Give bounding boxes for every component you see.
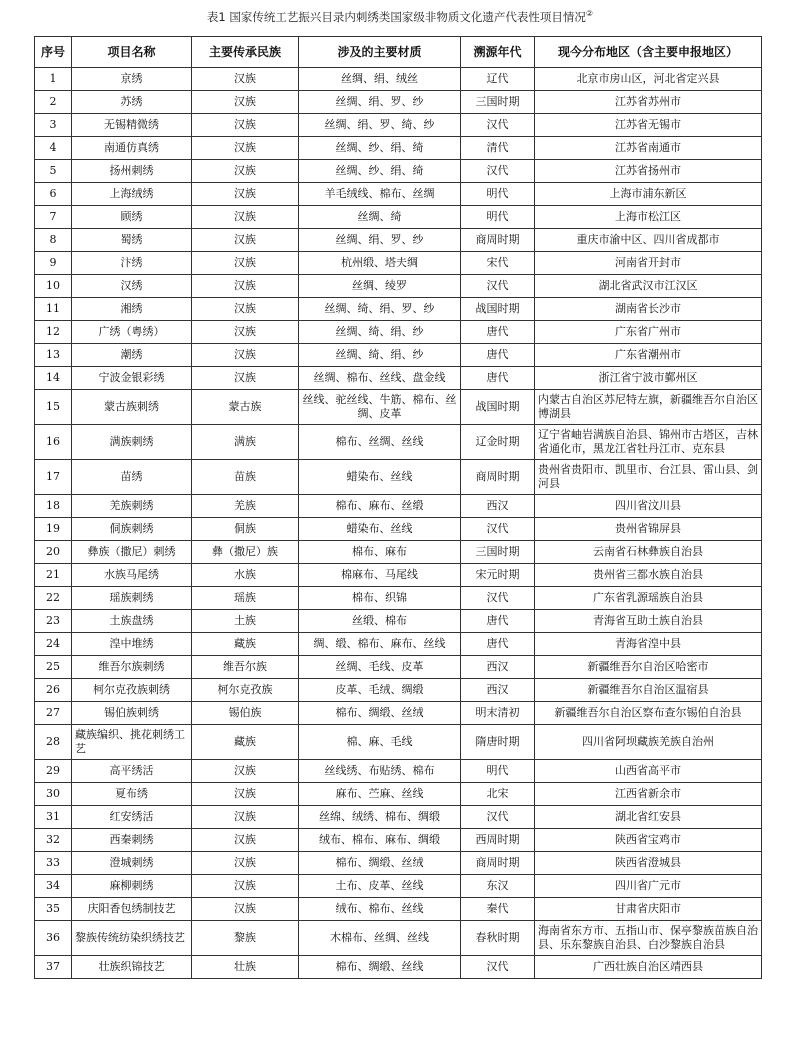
cell-materials: 绒布、棉布、丝线 bbox=[299, 898, 461, 921]
cell-origin-era: 汉代 bbox=[461, 275, 535, 298]
cell-origin-era: 唐代 bbox=[461, 321, 535, 344]
cell-index: 17 bbox=[35, 460, 72, 495]
cell-ethnic-group: 汉族 bbox=[192, 344, 299, 367]
cell-project-name: 汉绣 bbox=[72, 275, 192, 298]
cell-project-name: 庆阳香包绣制技艺 bbox=[72, 898, 192, 921]
cell-index: 24 bbox=[35, 633, 72, 656]
cell-ethnic-group: 蒙古族 bbox=[192, 390, 299, 425]
cell-project-name: 侗族刺绣 bbox=[72, 518, 192, 541]
cell-materials: 蜡染布、丝线 bbox=[299, 460, 461, 495]
cell-materials: 皮革、毛绒、绸缎 bbox=[299, 679, 461, 702]
cell-ethnic-group: 汉族 bbox=[192, 898, 299, 921]
cell-distribution: 青海省互助土族自治县 bbox=[535, 610, 762, 633]
cell-distribution: 广东省乳源瑶族自治县 bbox=[535, 587, 762, 610]
table-row bbox=[35, 956, 762, 979]
cell-project-name: 红安绣活 bbox=[72, 806, 192, 829]
cell-origin-era: 唐代 bbox=[461, 344, 535, 367]
table-row bbox=[35, 587, 762, 610]
cell-index: 1 bbox=[35, 68, 72, 91]
cell-ethnic-group: 汉族 bbox=[192, 114, 299, 137]
cell-index: 22 bbox=[35, 587, 72, 610]
cell-ethnic-group: 汉族 bbox=[192, 137, 299, 160]
cell-project-name: 黎族传统纺染织绣技艺 bbox=[72, 921, 192, 956]
cell-origin-era: 汉代 bbox=[461, 114, 535, 137]
cell-origin-era: 东汉 bbox=[461, 875, 535, 898]
cell-index: 36 bbox=[35, 921, 72, 956]
caption-footnote-mark: ② bbox=[585, 9, 594, 18]
table-row bbox=[35, 252, 762, 275]
cell-materials: 丝绸、毛线、皮革 bbox=[299, 656, 461, 679]
cell-ethnic-group: 藏族 bbox=[192, 725, 299, 760]
table-row bbox=[35, 137, 762, 160]
cell-materials: 蜡染布、丝线 bbox=[299, 518, 461, 541]
cell-origin-era: 战国时期 bbox=[461, 390, 535, 425]
cell-index: 27 bbox=[35, 702, 72, 725]
table-row bbox=[35, 541, 762, 564]
cell-origin-era: 商周时期 bbox=[461, 460, 535, 495]
cell-ethnic-group: 汉族 bbox=[192, 68, 299, 91]
cell-ethnic-group: 苗族 bbox=[192, 460, 299, 495]
cell-index: 12 bbox=[35, 321, 72, 344]
table-row bbox=[35, 495, 762, 518]
cell-distribution: 辽宁省岫岩满族自治县、锦州市古塔区，吉林省通化市，黑龙江省牡丹江市、克东县 bbox=[535, 425, 762, 460]
cell-index: 32 bbox=[35, 829, 72, 852]
cell-origin-era: 明末清初 bbox=[461, 702, 535, 725]
cell-index: 14 bbox=[35, 367, 72, 390]
cell-ethnic-group: 汉族 bbox=[192, 760, 299, 783]
cell-distribution: 贵州省锦屏县 bbox=[535, 518, 762, 541]
cell-project-name: 蜀绣 bbox=[72, 229, 192, 252]
header-distribution: 现今分布地区（含主要申报地区） bbox=[535, 37, 762, 68]
cell-materials: 丝绸、绢、罗、绮、纱 bbox=[299, 114, 461, 137]
cell-index: 7 bbox=[35, 206, 72, 229]
cell-origin-era: 汉代 bbox=[461, 160, 535, 183]
cell-materials: 羊毛绒线、棉布、丝绸 bbox=[299, 183, 461, 206]
table-row bbox=[35, 564, 762, 587]
caption-text: 表1 国家传统工艺振兴目录内刺绣类国家级非物质文化遗产代表性项目情况 bbox=[206, 9, 586, 24]
cell-materials: 丝绸、纱、绢、绮 bbox=[299, 137, 461, 160]
cell-origin-era: 唐代 bbox=[461, 367, 535, 390]
table-row bbox=[35, 91, 762, 114]
cell-project-name: 宁波金银彩绣 bbox=[72, 367, 192, 390]
cell-materials: 丝绸、棉布、丝线、盘金线 bbox=[299, 367, 461, 390]
cell-origin-era: 宋代 bbox=[461, 252, 535, 275]
cell-origin-era: 北宋 bbox=[461, 783, 535, 806]
cell-index: 26 bbox=[35, 679, 72, 702]
table-row bbox=[35, 875, 762, 898]
cell-origin-era: 汉代 bbox=[461, 806, 535, 829]
cell-index: 23 bbox=[35, 610, 72, 633]
cell-ethnic-group: 汉族 bbox=[192, 783, 299, 806]
table-row bbox=[35, 806, 762, 829]
cell-index: 13 bbox=[35, 344, 72, 367]
cell-materials: 棉、麻、毛线 bbox=[299, 725, 461, 760]
cell-materials: 丝绸、绮、绢、纱 bbox=[299, 344, 461, 367]
cell-index: 19 bbox=[35, 518, 72, 541]
cell-index: 18 bbox=[35, 495, 72, 518]
table-row bbox=[35, 425, 762, 460]
cell-ethnic-group: 汉族 bbox=[192, 829, 299, 852]
cell-materials: 丝缎、棉布 bbox=[299, 610, 461, 633]
cell-origin-era: 唐代 bbox=[461, 610, 535, 633]
cell-materials: 棉布、绸缎、丝线 bbox=[299, 956, 461, 979]
cell-distribution: 湖南省长沙市 bbox=[535, 298, 762, 321]
table-caption bbox=[0, 4, 800, 27]
table-row bbox=[35, 68, 762, 91]
cell-origin-era: 三国时期 bbox=[461, 91, 535, 114]
cell-index: 15 bbox=[35, 390, 72, 425]
cell-index: 2 bbox=[35, 91, 72, 114]
cell-ethnic-group: 土族 bbox=[192, 610, 299, 633]
cell-materials: 丝绸、绮、绢、罗、纱 bbox=[299, 298, 461, 321]
table-row bbox=[35, 921, 762, 956]
cell-materials: 丝绸、纱、绢、绮 bbox=[299, 160, 461, 183]
cell-distribution: 广西壮族自治区靖西县 bbox=[535, 956, 762, 979]
cell-project-name: 澄城刺绣 bbox=[72, 852, 192, 875]
cell-distribution: 北京市房山区，河北省定兴县 bbox=[535, 68, 762, 91]
cell-distribution: 河南省开封市 bbox=[535, 252, 762, 275]
cell-materials: 木棉布、丝绸、丝线 bbox=[299, 921, 461, 956]
cell-project-name: 西秦刺绣 bbox=[72, 829, 192, 852]
table-row bbox=[35, 367, 762, 390]
cell-distribution: 湖北省红安县 bbox=[535, 806, 762, 829]
cell-materials: 丝绸、绮 bbox=[299, 206, 461, 229]
cell-distribution: 湖北省武汉市江汉区 bbox=[535, 275, 762, 298]
cell-distribution: 贵州省三都水族自治县 bbox=[535, 564, 762, 587]
cell-distribution: 上海市松江区 bbox=[535, 206, 762, 229]
cell-ethnic-group: 汉族 bbox=[192, 91, 299, 114]
cell-index: 21 bbox=[35, 564, 72, 587]
cell-origin-era: 商周时期 bbox=[461, 229, 535, 252]
cell-distribution: 四川省阿坝藏族羌族自治州 bbox=[535, 725, 762, 760]
table-header bbox=[35, 37, 762, 68]
table-row bbox=[35, 725, 762, 760]
cell-materials: 棉布、织锦 bbox=[299, 587, 461, 610]
cell-index: 11 bbox=[35, 298, 72, 321]
cell-origin-era: 隋唐时期 bbox=[461, 725, 535, 760]
cell-distribution: 青海省湟中县 bbox=[535, 633, 762, 656]
cell-ethnic-group: 彝（撒尼）族 bbox=[192, 541, 299, 564]
cell-origin-era: 明代 bbox=[461, 183, 535, 206]
table-row bbox=[35, 321, 762, 344]
cell-index: 35 bbox=[35, 898, 72, 921]
cell-origin-era: 唐代 bbox=[461, 633, 535, 656]
table-row bbox=[35, 298, 762, 321]
cell-distribution: 江苏省南通市 bbox=[535, 137, 762, 160]
header-materials: 涉及的主要材质 bbox=[299, 37, 461, 68]
cell-ethnic-group: 汉族 bbox=[192, 183, 299, 206]
cell-origin-era: 明代 bbox=[461, 206, 535, 229]
cell-origin-era: 汉代 bbox=[461, 518, 535, 541]
cell-distribution: 新疆维吾尔自治区温宿县 bbox=[535, 679, 762, 702]
cell-origin-era: 春秋时期 bbox=[461, 921, 535, 956]
cell-distribution: 广东省潮州市 bbox=[535, 344, 762, 367]
cell-project-name: 土族盘绣 bbox=[72, 610, 192, 633]
cell-ethnic-group: 锡伯族 bbox=[192, 702, 299, 725]
cell-index: 29 bbox=[35, 760, 72, 783]
cell-project-name: 羌族刺绣 bbox=[72, 495, 192, 518]
cell-project-name: 藏族编织、挑花刺绣工艺 bbox=[72, 725, 192, 760]
cell-index: 4 bbox=[35, 137, 72, 160]
cell-index: 10 bbox=[35, 275, 72, 298]
cell-distribution: 云南省石林彝族自治县 bbox=[535, 541, 762, 564]
cell-project-name: 南通仿真绣 bbox=[72, 137, 192, 160]
cell-materials: 丝绸、绫罗 bbox=[299, 275, 461, 298]
table-row bbox=[35, 229, 762, 252]
cell-materials: 丝线、驼丝线、牛筋、棉布、丝绸、皮革 bbox=[299, 390, 461, 425]
cell-origin-era: 汉代 bbox=[461, 956, 535, 979]
cell-index: 20 bbox=[35, 541, 72, 564]
cell-index: 28 bbox=[35, 725, 72, 760]
cell-project-name: 锡伯族刺绣 bbox=[72, 702, 192, 725]
cell-project-name: 汴绣 bbox=[72, 252, 192, 275]
cell-origin-era: 商周时期 bbox=[461, 852, 535, 875]
table-body bbox=[35, 68, 762, 979]
cell-materials: 丝绸、绮、绢、纱 bbox=[299, 321, 461, 344]
cell-ethnic-group: 黎族 bbox=[192, 921, 299, 956]
cell-project-name: 顾绣 bbox=[72, 206, 192, 229]
header-ethnic-group: 主要传承民族 bbox=[192, 37, 299, 68]
cell-materials: 棉布、麻布、丝缎 bbox=[299, 495, 461, 518]
cell-distribution: 贵州省贵阳市、凯里市、台江县、雷山县、剑河县 bbox=[535, 460, 762, 495]
cell-distribution: 内蒙古自治区苏尼特左旗，新疆维吾尔自治区博湖县 bbox=[535, 390, 762, 425]
cell-distribution: 广东省广州市 bbox=[535, 321, 762, 344]
cell-materials: 棉布、绸缎、丝绒 bbox=[299, 702, 461, 725]
cell-index: 34 bbox=[35, 875, 72, 898]
table-row bbox=[35, 460, 762, 495]
cell-ethnic-group: 汉族 bbox=[192, 321, 299, 344]
cell-index: 3 bbox=[35, 114, 72, 137]
cell-distribution: 上海市浦东新区 bbox=[535, 183, 762, 206]
cell-index: 25 bbox=[35, 656, 72, 679]
cell-project-name: 夏布绣 bbox=[72, 783, 192, 806]
cell-distribution: 陕西省澄城县 bbox=[535, 852, 762, 875]
cell-index: 30 bbox=[35, 783, 72, 806]
cell-materials: 丝绸、绢、绒丝 bbox=[299, 68, 461, 91]
cell-project-name: 京绣 bbox=[72, 68, 192, 91]
table-row bbox=[35, 633, 762, 656]
cell-distribution: 新疆维吾尔自治区哈密市 bbox=[535, 656, 762, 679]
table-row bbox=[35, 160, 762, 183]
cell-origin-era: 西汉 bbox=[461, 495, 535, 518]
cell-distribution: 四川省广元市 bbox=[535, 875, 762, 898]
cell-project-name: 柯尔克孜族刺绣 bbox=[72, 679, 192, 702]
cell-materials: 杭州缎、塔夫绸 bbox=[299, 252, 461, 275]
cell-ethnic-group: 汉族 bbox=[192, 852, 299, 875]
cell-materials: 棉麻布、马尾线 bbox=[299, 564, 461, 587]
cell-origin-era: 宋元时期 bbox=[461, 564, 535, 587]
cell-distribution: 江苏省无锡市 bbox=[535, 114, 762, 137]
table-row bbox=[35, 829, 762, 852]
header-index: 序号 bbox=[35, 37, 72, 68]
cell-origin-era: 汉代 bbox=[461, 587, 535, 610]
cell-ethnic-group: 汉族 bbox=[192, 160, 299, 183]
cell-ethnic-group: 汉族 bbox=[192, 806, 299, 829]
cell-materials: 绒布、棉布、麻布、绸缎 bbox=[299, 829, 461, 852]
cell-distribution: 江苏省苏州市 bbox=[535, 91, 762, 114]
table-row bbox=[35, 852, 762, 875]
cell-ethnic-group: 汉族 bbox=[192, 875, 299, 898]
cell-project-name: 苗绣 bbox=[72, 460, 192, 495]
table-row bbox=[35, 760, 762, 783]
cell-materials: 丝绵、绒绣、棉布、绸缎 bbox=[299, 806, 461, 829]
cell-distribution: 浙江省宁波市鄞州区 bbox=[535, 367, 762, 390]
cell-index: 37 bbox=[35, 956, 72, 979]
cell-ethnic-group: 柯尔克孜族 bbox=[192, 679, 299, 702]
cell-origin-era: 西汉 bbox=[461, 679, 535, 702]
cell-project-name: 麻柳刺绣 bbox=[72, 875, 192, 898]
table-row bbox=[35, 114, 762, 137]
cell-ethnic-group: 水族 bbox=[192, 564, 299, 587]
cell-origin-era: 三国时期 bbox=[461, 541, 535, 564]
cell-ethnic-group: 藏族 bbox=[192, 633, 299, 656]
cell-project-name: 彝族（撒尼）刺绣 bbox=[72, 541, 192, 564]
cell-ethnic-group: 汉族 bbox=[192, 298, 299, 321]
table-row bbox=[35, 518, 762, 541]
cell-materials: 土布、皮革、丝线 bbox=[299, 875, 461, 898]
cell-project-name: 扬州刺绣 bbox=[72, 160, 192, 183]
cell-materials: 绸、缎、棉布、麻布、丝线 bbox=[299, 633, 461, 656]
cell-distribution: 江苏省扬州市 bbox=[535, 160, 762, 183]
cell-distribution: 海南省东方市、五指山市、保亭黎族苗族自治县、乐东黎族自治县、白沙黎族自治县 bbox=[535, 921, 762, 956]
cell-index: 16 bbox=[35, 425, 72, 460]
cell-origin-era: 辽金时期 bbox=[461, 425, 535, 460]
header-project-name: 项目名称 bbox=[72, 37, 192, 68]
cell-materials: 丝线绣、布贴绣、棉布 bbox=[299, 760, 461, 783]
cell-project-name: 广绣（粤绣） bbox=[72, 321, 192, 344]
cell-origin-era: 清代 bbox=[461, 137, 535, 160]
cell-ethnic-group: 侗族 bbox=[192, 518, 299, 541]
cell-materials: 棉布、绸缎、丝绒 bbox=[299, 852, 461, 875]
cell-project-name: 瑶族刺绣 bbox=[72, 587, 192, 610]
cell-ethnic-group: 汉族 bbox=[192, 252, 299, 275]
table-row bbox=[35, 679, 762, 702]
cell-materials: 丝绸、绢、罗、纱 bbox=[299, 91, 461, 114]
cell-project-name: 湘绣 bbox=[72, 298, 192, 321]
cell-index: 31 bbox=[35, 806, 72, 829]
cell-ethnic-group: 壮族 bbox=[192, 956, 299, 979]
table-row bbox=[35, 183, 762, 206]
cell-origin-era: 西周时期 bbox=[461, 829, 535, 852]
table-row bbox=[35, 206, 762, 229]
table-row bbox=[35, 344, 762, 367]
table-row bbox=[35, 610, 762, 633]
cell-distribution: 甘肃省庆阳市 bbox=[535, 898, 762, 921]
cell-index: 8 bbox=[35, 229, 72, 252]
table-row bbox=[35, 783, 762, 806]
table-row bbox=[35, 275, 762, 298]
cell-distribution: 陕西省宝鸡市 bbox=[535, 829, 762, 852]
cell-origin-era: 辽代 bbox=[461, 68, 535, 91]
cell-project-name: 苏绣 bbox=[72, 91, 192, 114]
cell-ethnic-group: 瑶族 bbox=[192, 587, 299, 610]
cell-distribution: 重庆市渝中区、四川省成都市 bbox=[535, 229, 762, 252]
cell-origin-era: 西汉 bbox=[461, 656, 535, 679]
cell-ethnic-group: 汉族 bbox=[192, 229, 299, 252]
cell-materials: 麻布、苎麻、丝线 bbox=[299, 783, 461, 806]
cell-ethnic-group: 汉族 bbox=[192, 275, 299, 298]
cell-index: 33 bbox=[35, 852, 72, 875]
header-origin-era: 溯源年代 bbox=[461, 37, 535, 68]
cell-project-name: 上海绒绣 bbox=[72, 183, 192, 206]
cell-project-name: 满族刺绣 bbox=[72, 425, 192, 460]
cell-project-name: 高平绣活 bbox=[72, 760, 192, 783]
cell-project-name: 湟中堆绣 bbox=[72, 633, 192, 656]
cell-ethnic-group: 羌族 bbox=[192, 495, 299, 518]
cell-materials: 棉布、丝绸、丝线 bbox=[299, 425, 461, 460]
cell-distribution: 江西省新余市 bbox=[535, 783, 762, 806]
cell-ethnic-group: 汉族 bbox=[192, 206, 299, 229]
cell-distribution: 新疆维吾尔自治区察布查尔锡伯自治县 bbox=[535, 702, 762, 725]
table-row bbox=[35, 898, 762, 921]
cell-project-name: 水族马尾绣 bbox=[72, 564, 192, 587]
cell-ethnic-group: 汉族 bbox=[192, 367, 299, 390]
cell-origin-era: 秦代 bbox=[461, 898, 535, 921]
table-row bbox=[35, 702, 762, 725]
cell-materials: 棉布、麻布 bbox=[299, 541, 461, 564]
cell-project-name: 维吾尔族刺绣 bbox=[72, 656, 192, 679]
cell-index: 5 bbox=[35, 160, 72, 183]
cell-materials: 丝绸、绢、罗、纱 bbox=[299, 229, 461, 252]
cell-ethnic-group: 维吾尔族 bbox=[192, 656, 299, 679]
cell-origin-era: 明代 bbox=[461, 760, 535, 783]
table-row bbox=[35, 656, 762, 679]
cell-index: 9 bbox=[35, 252, 72, 275]
cell-distribution: 四川省汶川县 bbox=[535, 495, 762, 518]
cell-index: 6 bbox=[35, 183, 72, 206]
table-row bbox=[35, 390, 762, 425]
cell-distribution: 山西省高平市 bbox=[535, 760, 762, 783]
cell-project-name: 壮族织锦技艺 bbox=[72, 956, 192, 979]
header-row bbox=[35, 37, 762, 68]
cell-ethnic-group: 满族 bbox=[192, 425, 299, 460]
embroidery-heritage-table bbox=[34, 36, 762, 979]
cell-project-name: 无锡精微绣 bbox=[72, 114, 192, 137]
cell-project-name: 潮绣 bbox=[72, 344, 192, 367]
cell-origin-era: 战国时期 bbox=[461, 298, 535, 321]
cell-project-name: 蒙古族刺绣 bbox=[72, 390, 192, 425]
